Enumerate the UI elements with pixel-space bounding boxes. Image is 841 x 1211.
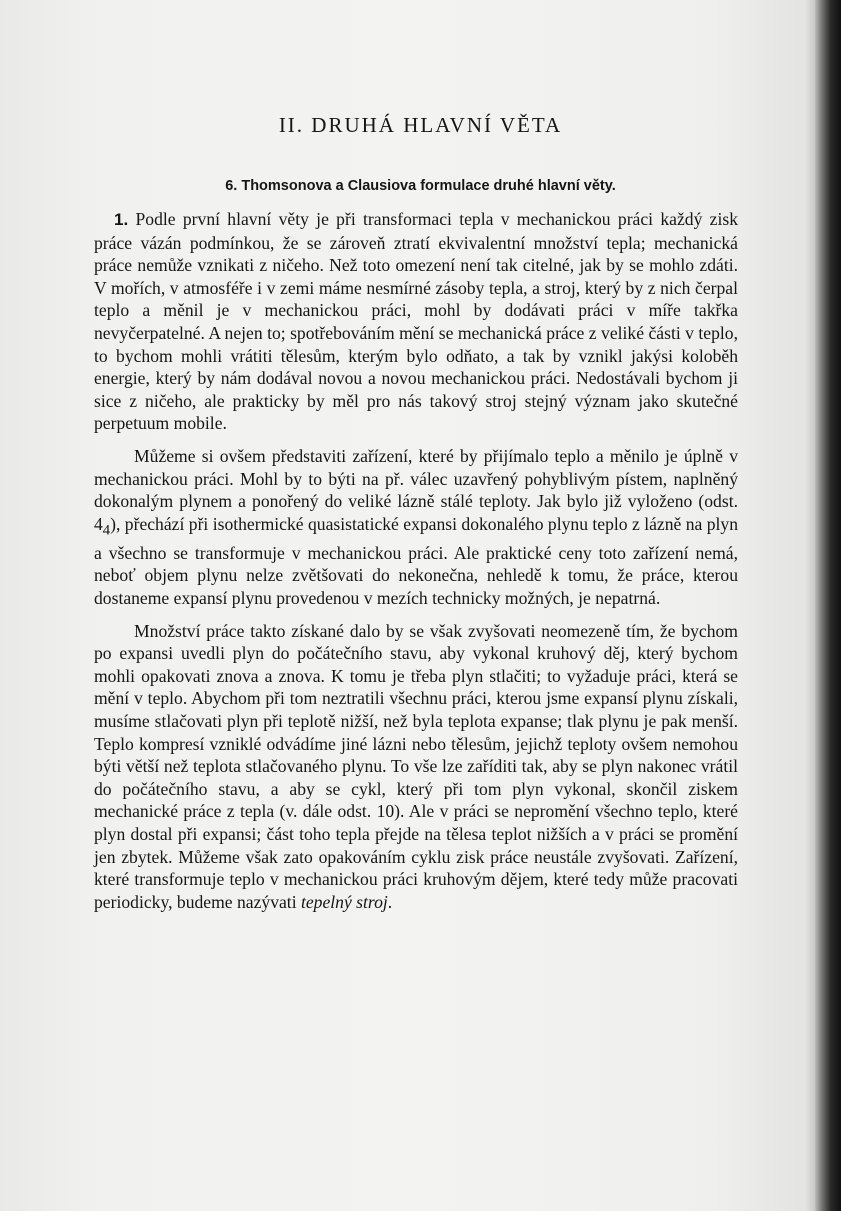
italic-term: tepelný stroj <box>300 891 388 912</box>
paragraph-2-subscript: 4 <box>102 522 111 539</box>
section-title: 6. Thomsonova a Clausiova formulace druhé hlavní věty. <box>225 178 616 194</box>
paragraph-2-text-before: Můžeme si ovšem představiti zařízení, které by přijímalo teplo a měnilo je úplně v mechanickou práci. Mohl by to býti na př. válec uzavřený pohyblivým pístem, naplněný dokonalým plynem a ponořený do veliké lázně stálé teploty. Jak bylo již vyloženo (odst. 4 <box>94 445 738 534</box>
body-text <box>94 208 738 913</box>
paragraph-3 <box>94 620 738 914</box>
paragraph-2 <box>94 445 738 610</box>
paragraph-3-text-end: . <box>387 891 393 912</box>
paragraph-2-text-after: ), přechází při isothermické quasistatické expansi dokonalého plynu teplo z lázně na plyn a všechno se transformuje v mechanickou práci. Ale praktické ceny toto zařízení nemá, neboť objem plynu nelze zvětšovati do nekonečna, nehledě k tomu, že práce, kterou dostaneme expansí plynu provedenou v mezích technicky možných, je nepatrná. <box>94 513 738 609</box>
paragraph-3-text: Množství práce takto získané dalo by se však zvyšovati neomezeně tím, že bychom po expansi uvedli plyn do počátečního stavu, aby vykonal kruhový děj, který bychom mohli opakovati znova a znova. K tomu je třeba plyn stlačiti; to vyžaduje práci, která se mění v teplo. Abychom při tom neztratili všechnu práci, kterou jsme expansí plynu získali, musíme stlačovati plyn při teplotě nižší, než byla teplota expanse; tlak plynu je pak menší. Teplo kompresí vzniklé odvádíme jiné lázni nebo tělesům, jejichž teploty ovšem nemohou býti větší než teplota stlačovaného plynu. To vše lze zaříditi tak, aby se plyn nakonec vrátil do počátečního stavu, a aby se cykl, který při tom plyn vykonal, skončil ziskem mechanické práce z tepla (v. dále odst. 10). Ale v práci se nepromění všechno teplo, které plyn dostal při expansi; část toho tepla přejde na tělesa teplot nižších a v práci se promění jen zbytek. Můžeme však zato opakováním cyklu zisk práce neustále zvyšovati. Zařízení, které transformuje teplo v mechanickou práci kruhovým dějem, které tedy může pracovati periodicky, budeme nazývati <box>94 620 738 912</box>
paragraph-1 <box>94 208 738 435</box>
paragraph-1-text: Podle první hlavní věty je při transformaci tepla v mechanickou práci každý zisk práce vázán podmínkou, že se zároveň ztratí ekvivalentní množství tepla; mechanická práce nemůže vznikati z ničeho. Než toto omezení není tak citelné, jak by se mohlo zdáti. V mořích, v atmosféře i v zemi máme nesmírné zásoby tepla, a stroj, který by z nich čerpal teplo a měnil je v mechanickou práci, mohl by dodávati práci v míře takřka nevyčerpatelné. A nejen to; spotřebováním mění se mechanická práce z veliké části v teplo, to bychom mohli vrátiti tělesům, kterým bylo odňato, a tak by vznikl jakýsi koloběh energie, který by nám dodával novou a novou mechanickou práci. Nedostávali bychom ji sice z ničeho, ale prakticky by měl pro nás takový stroj stejný význam jako skutečné perpetuum mobile. <box>94 209 739 434</box>
chapter-title: II. DRUHÁ HLAVNÍ VĚTA <box>278 113 563 137</box>
paragraph-number: 1. <box>114 210 129 229</box>
